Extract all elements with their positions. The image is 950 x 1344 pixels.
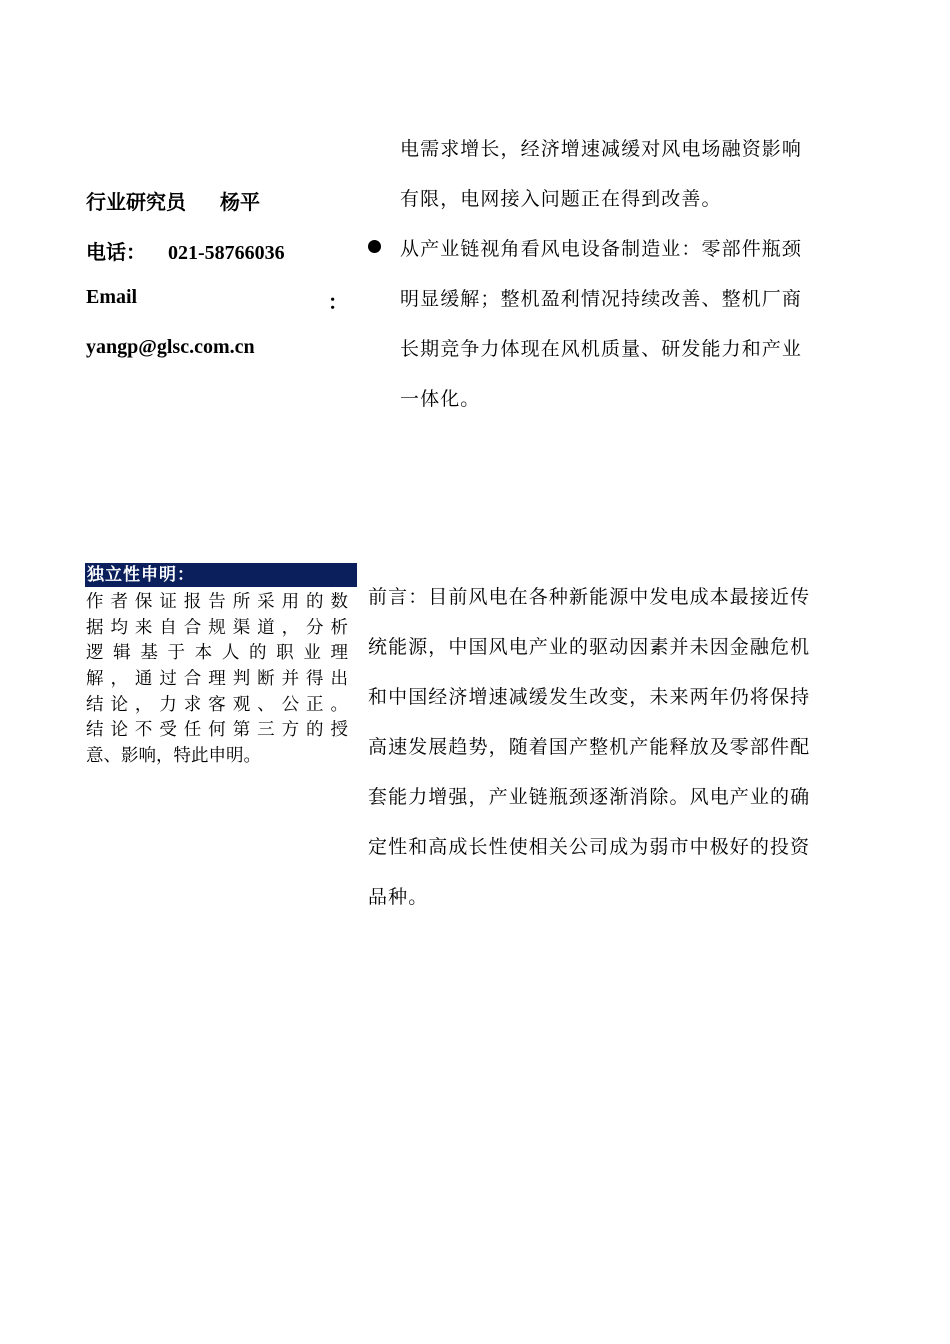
text-line: 有限，电网接入问题正在得到改善。 [400, 188, 722, 210]
email-address: yangp@glsc.com.cn [86, 336, 255, 358]
text-line: 长期竞争力体现在风机质量、研发能力和产业 [400, 338, 803, 360]
phone-number: 021-58766036 [168, 242, 285, 264]
phone-label: 电话： [86, 242, 146, 264]
text-line: 电需求增长，经济增速减缓对风电场融资影响 [400, 138, 803, 160]
declaration-line: 结论，力求客观、公正。 [86, 694, 348, 715]
bullet-paragraph [400, 236, 866, 436]
analyst-name: 杨平 [220, 192, 260, 214]
declaration-line: 作者保证报告所采用的数 [86, 592, 348, 612]
analyst-line [86, 186, 260, 215]
declaration-line: 逻辑基于本人的职业理 [86, 643, 348, 664]
text-line: 套能力增强，产业链瓶颈逐渐消除。风电产业的确 [368, 786, 811, 808]
text-line: 明显缓解；整机盈利情况持续改善、整机厂商 [400, 288, 803, 310]
declaration-line: 解，通过合理判断并得出 [86, 669, 348, 690]
email-label: Email [86, 286, 138, 308]
declaration-body [86, 590, 348, 770]
preface-paragraph [368, 583, 858, 933]
bullet-dot-icon [368, 240, 381, 253]
declaration-line: 结论不受任何第三方的授 [86, 720, 348, 741]
text-line: 从产业链视角看风电设备制造业：零部件瓶颈 [400, 238, 803, 260]
declaration-title: 独立性申明： [85, 563, 357, 587]
email-colon: ： [328, 292, 348, 314]
text-line: 高速发展趋势，随着国产整机产能释放及零部件配 [368, 736, 811, 758]
declaration-line: 意、影响，特此申明。 [86, 746, 261, 767]
phone-line [86, 236, 285, 265]
text-line: 统能源，中国风电产业的驱动因素并未因金融危机 [368, 636, 811, 658]
text-line: 定性和高成长性使相关公司成为弱市中极好的投资 [368, 836, 811, 858]
email-label-line [86, 286, 348, 314]
declaration-line: 据均来自合规渠道，分析 [86, 617, 348, 638]
text-line: 和中国经济增速减缓发生改变，未来两年仍将保持 [368, 686, 811, 708]
analyst-role: 行业研究员 [86, 192, 186, 214]
text-line: 前言：目前风电在各种新能源中发电成本最接近传 [368, 586, 811, 608]
continuation-paragraph [400, 136, 866, 236]
text-line: 一体化。 [400, 388, 481, 410]
text-line: 品种。 [368, 886, 429, 908]
